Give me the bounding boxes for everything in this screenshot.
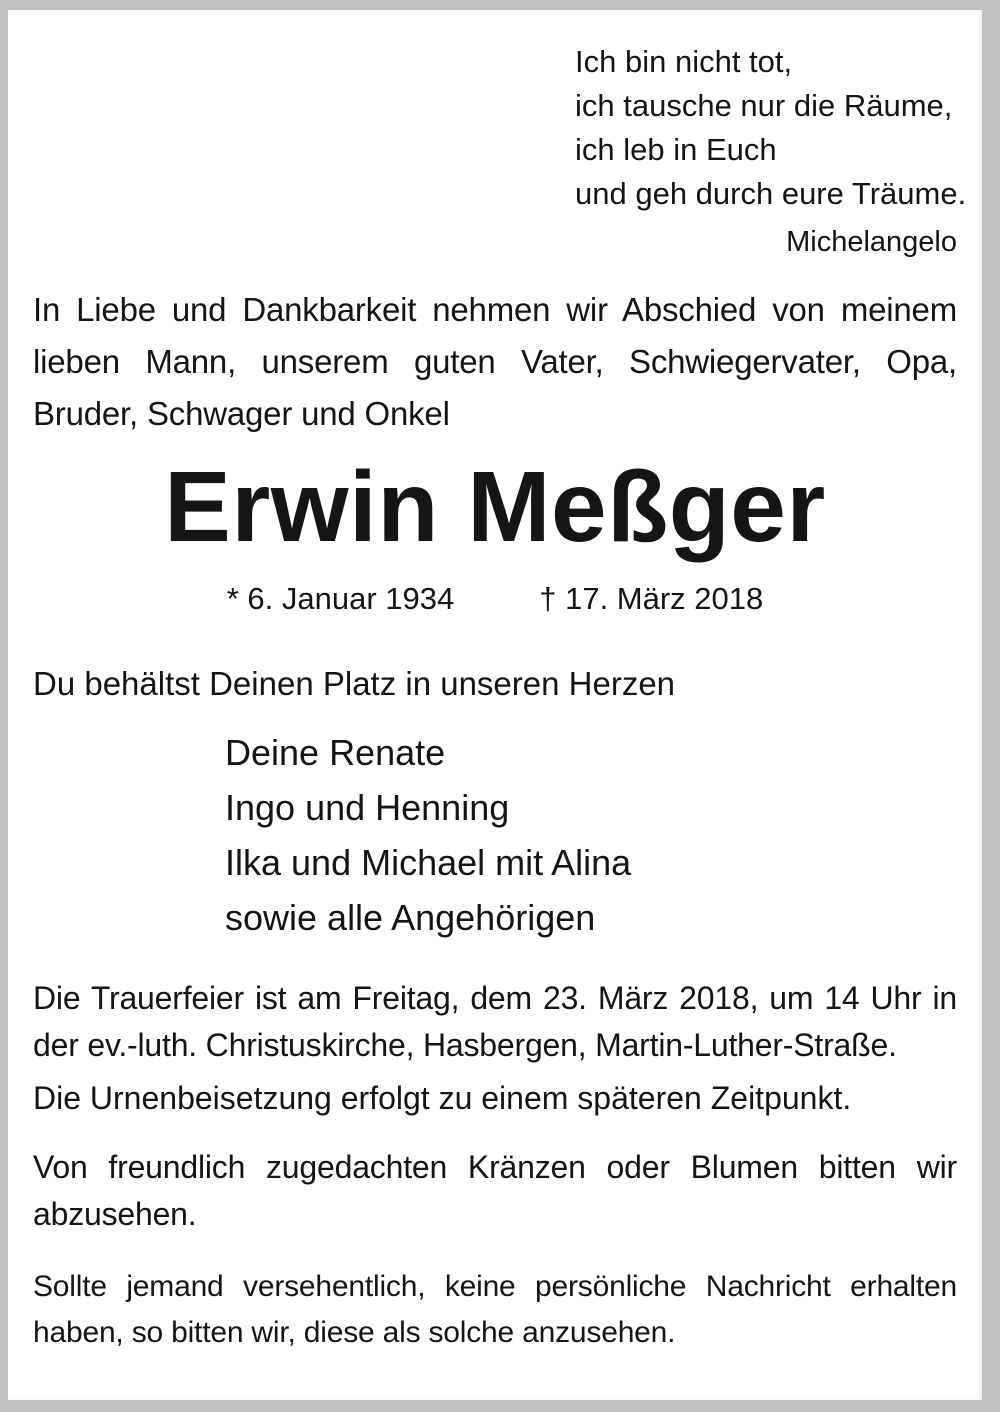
funeral-info: Die Trauerfeier ist am Freitag, dem 23. März 2018, um 14 Uhr in der ev.-luth. Christuskirche, Hasbergen, Martin-Luther-Straße. bbox=[33, 980, 957, 1063]
birth-date: * 6. Januar 1934 bbox=[226, 581, 455, 616]
burial-info: Die Urnenbeisetzung erfolgt zu einem späteren Zeitpunkt. bbox=[33, 1080, 852, 1116]
mourner-line: Ingo und Henning bbox=[225, 787, 510, 828]
intro-paragraph: In Liebe und Dankbarkeit nehmen wir Abschied von meinem lieben Mann, unserem guten Vater, Schwiegervater, Opa, Bruder, Schwager und Onkel bbox=[33, 291, 957, 432]
notice-request: Sollte jemand versehentlich, keine persönliche Nachricht erhalten haben, so bitten wir, diese als solche anzusehen. bbox=[33, 1270, 957, 1349]
mourner-line: sowie alle Angehörigen bbox=[225, 897, 596, 938]
mourner-line: Ilka und Michael mit Alina bbox=[225, 842, 632, 883]
obituary-page bbox=[8, 10, 982, 1400]
deceased-name: Erwin Meßger bbox=[164, 451, 826, 563]
tribute-line: Du behältst Deinen Platz in unseren Herzen bbox=[33, 665, 676, 702]
mourners-list bbox=[225, 725, 957, 945]
flowers-request: Von freundlich zugedachten Kränzen oder Blumen bitten wir abzusehen. bbox=[33, 1149, 957, 1232]
epigraph-line: und geh durch eure Träume. bbox=[575, 176, 967, 211]
mourner-line: Deine Renate bbox=[225, 732, 446, 773]
life-dates bbox=[33, 581, 957, 617]
epigraph-line: ich leb in Euch bbox=[575, 132, 777, 167]
epigraph-poem bbox=[575, 40, 967, 262]
epigraph-attribution: Michelangelo bbox=[786, 226, 957, 258]
epigraph-line: ich tausche nur die Räume, bbox=[575, 88, 953, 123]
death-date: † 17. März 2018 bbox=[539, 581, 764, 616]
epigraph-line: Ich bin nicht tot, bbox=[575, 44, 793, 79]
